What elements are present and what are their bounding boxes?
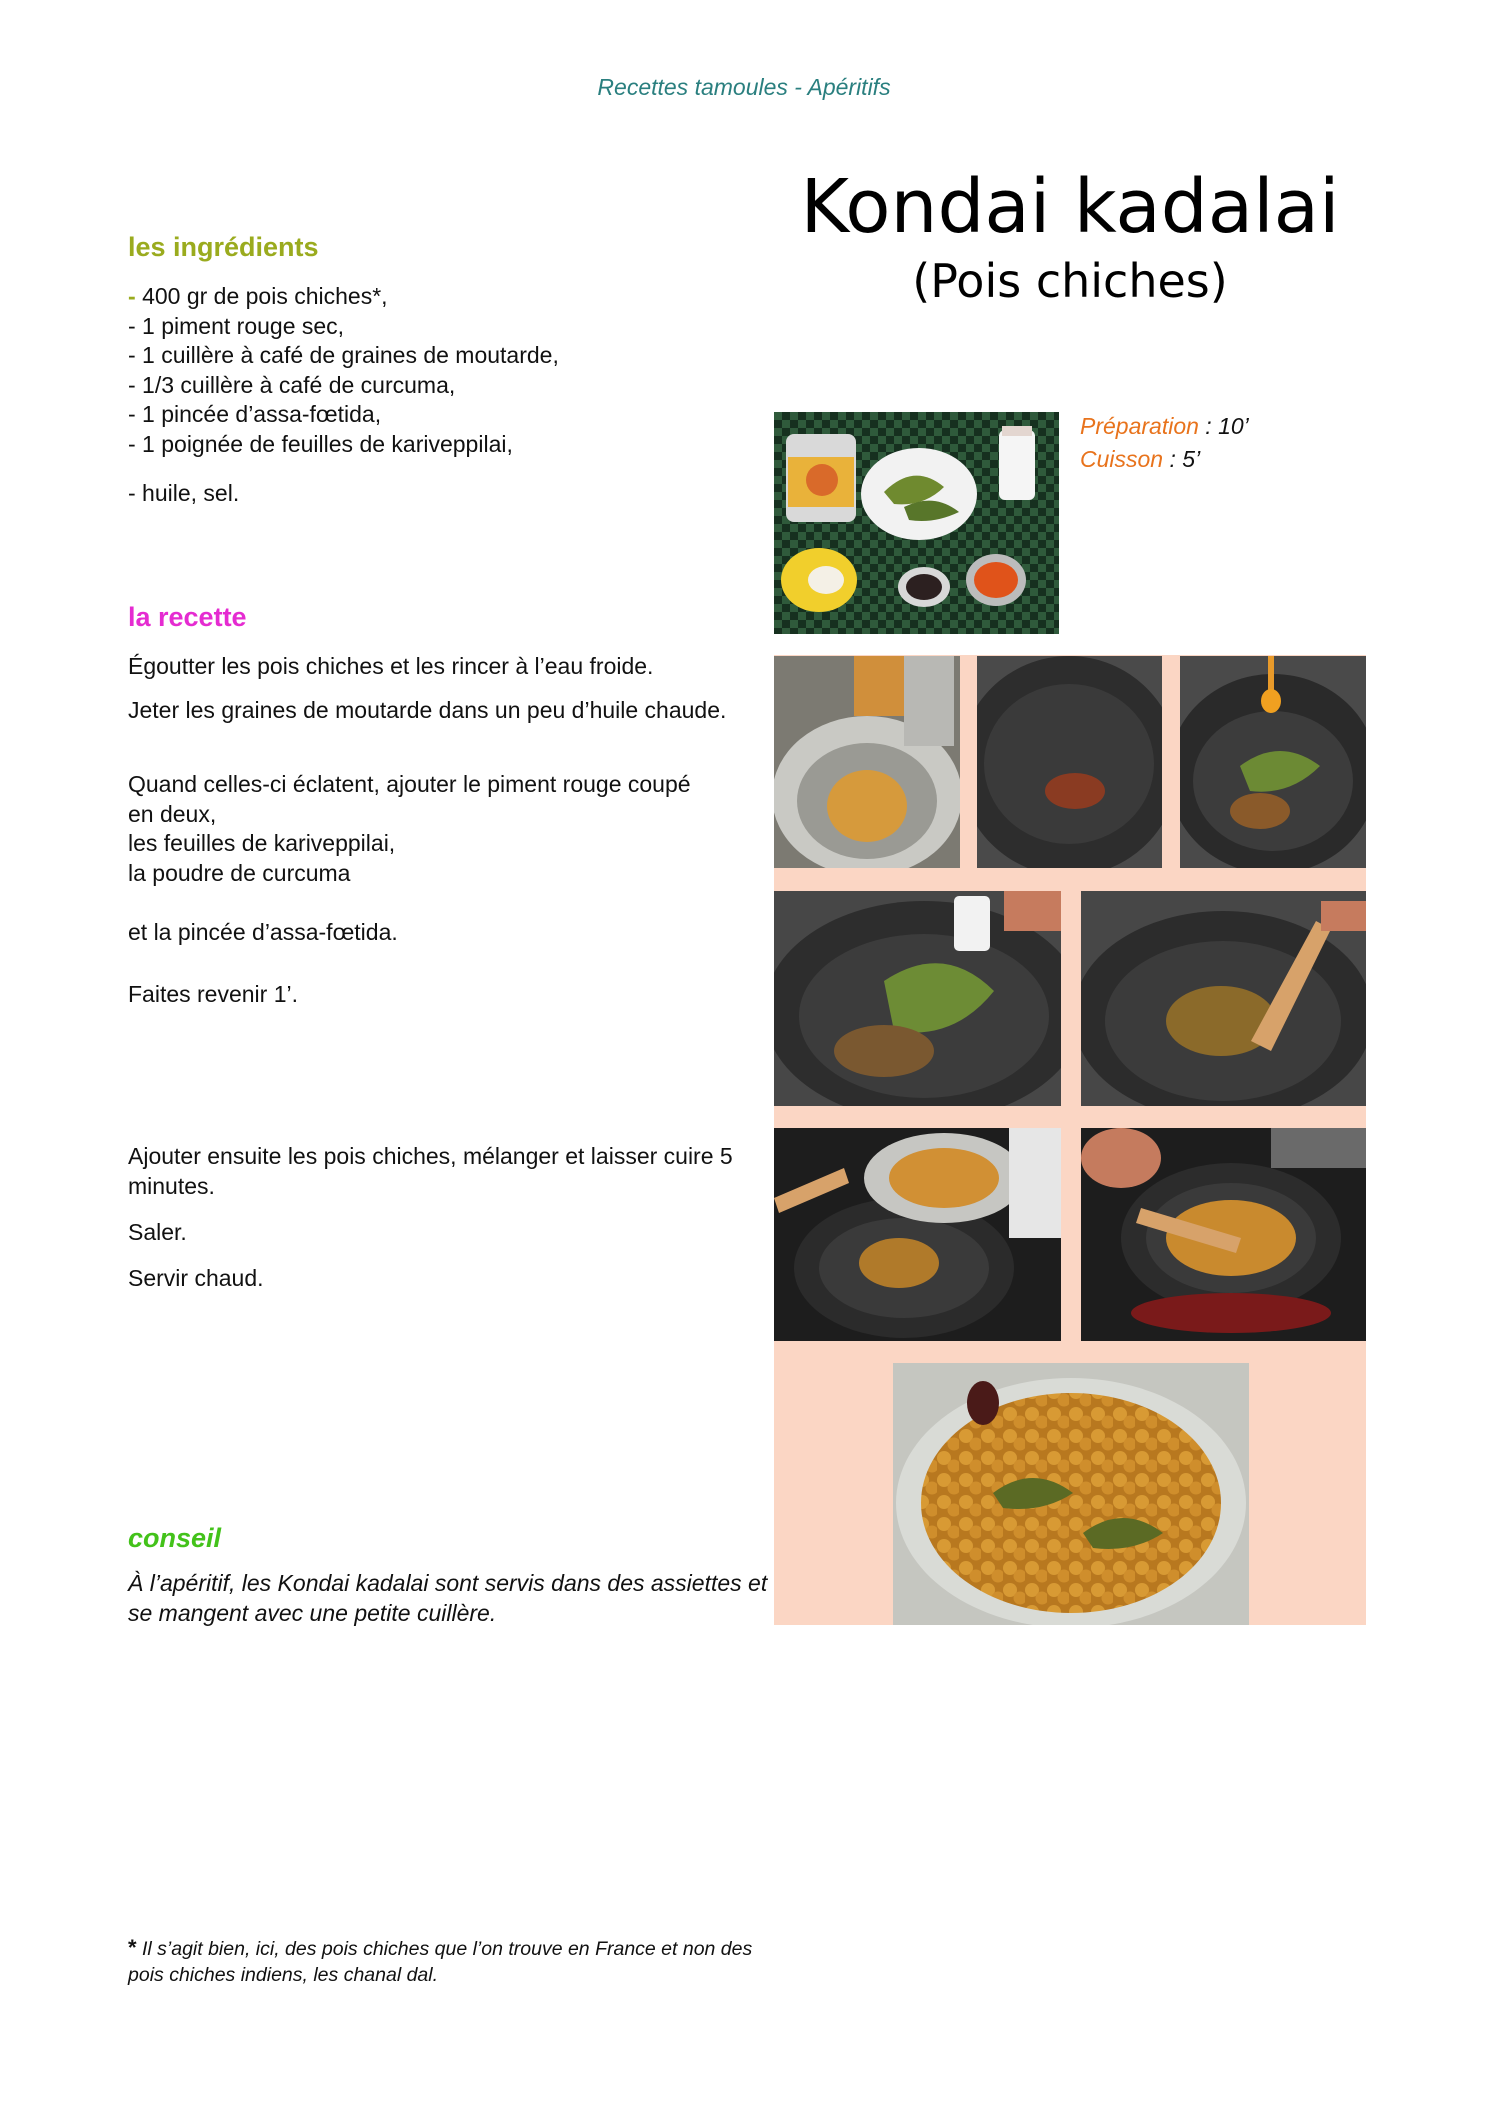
recipe-step: les feuilles de kariveppilai, [128, 830, 396, 856]
ingredient-item: - 400 gr de pois chiches*, [128, 283, 388, 309]
recipe-step: Ajouter ensuite les pois chiches, mélanger et laisser cuire 5 minutes. [128, 1143, 733, 1199]
recipe-step: la poudre de curcuma [128, 860, 351, 886]
footnote-star: * [128, 1935, 137, 1960]
recipe-subtitle: (Pois chiches) [912, 254, 1228, 308]
cook-chickpeas-photo [1081, 1128, 1366, 1341]
spices-in-pan-photo [1180, 656, 1366, 868]
conseil-text: À l’apéritif, les Kondai kadalai sont servis dans des assiettes et se mangent avec une petite cuillère. [128, 1570, 768, 1626]
ingredient-item: - 1 cuillère à café de graines de moutarde, [128, 342, 559, 368]
mustard-seeds-pan-photo [977, 656, 1162, 868]
recipe-heading: la recette [128, 602, 247, 632]
footnote: * Il s’agit bien, ici, des pois chiches que l’on trouve en France et non des pois chiches indiens, les chanal dal. [128, 1935, 753, 1986]
recipe-step: Jeter les graines de moutarde dans un peu d’huile chaude. [128, 697, 727, 723]
accent-dash: - [128, 283, 136, 309]
served-dish-photo [893, 1363, 1249, 1625]
ingredient-item: - 1 poignée de feuilles de kariveppilai, [128, 430, 513, 457]
ingredient-item: - 1 piment rouge sec, [128, 312, 345, 339]
ingredient-item: - huile, sel. [128, 480, 240, 506]
recipe-step: Saler. [128, 1219, 187, 1245]
recipe-step: Faites revenir 1’. [128, 981, 299, 1007]
recipe-title: Kondai kadalai [800, 164, 1340, 250]
rinse-chickpeas-photo [774, 656, 960, 868]
page-header: Recettes tamoules - Apéritifs [597, 74, 891, 100]
stir-spices-photo [1081, 891, 1366, 1106]
ingredients-photo [774, 412, 1059, 634]
recipe-step: Quand celles-ci éclatent, ajouter le piment rouge coupé en deux, [128, 771, 691, 827]
ingredients-heading: les ingrédients [128, 232, 319, 262]
timing-block [1080, 410, 1249, 476]
recipe-step: et la pincée d’assa-fœtida. [128, 919, 398, 945]
add-asafoetida-photo [774, 891, 1061, 1106]
conseil-heading: conseil [128, 1523, 222, 1553]
recipe-step: Égoutter les pois chiches et les rincer à l’eau froide. [128, 653, 654, 679]
ingredient-item: - 1 pincée d’assa-fœtida, [128, 401, 382, 427]
ingredient-item: - 1/3 cuillère à café de curcuma, [128, 371, 456, 398]
recipe-step: Servir chaud. [128, 1265, 264, 1291]
add-chickpeas-photo [774, 1128, 1061, 1341]
cook-time: Cuisson : 5’ [1080, 446, 1201, 472]
ingredients-list [128, 282, 559, 459]
prep-time: Préparation : 10’ [1080, 413, 1249, 439]
